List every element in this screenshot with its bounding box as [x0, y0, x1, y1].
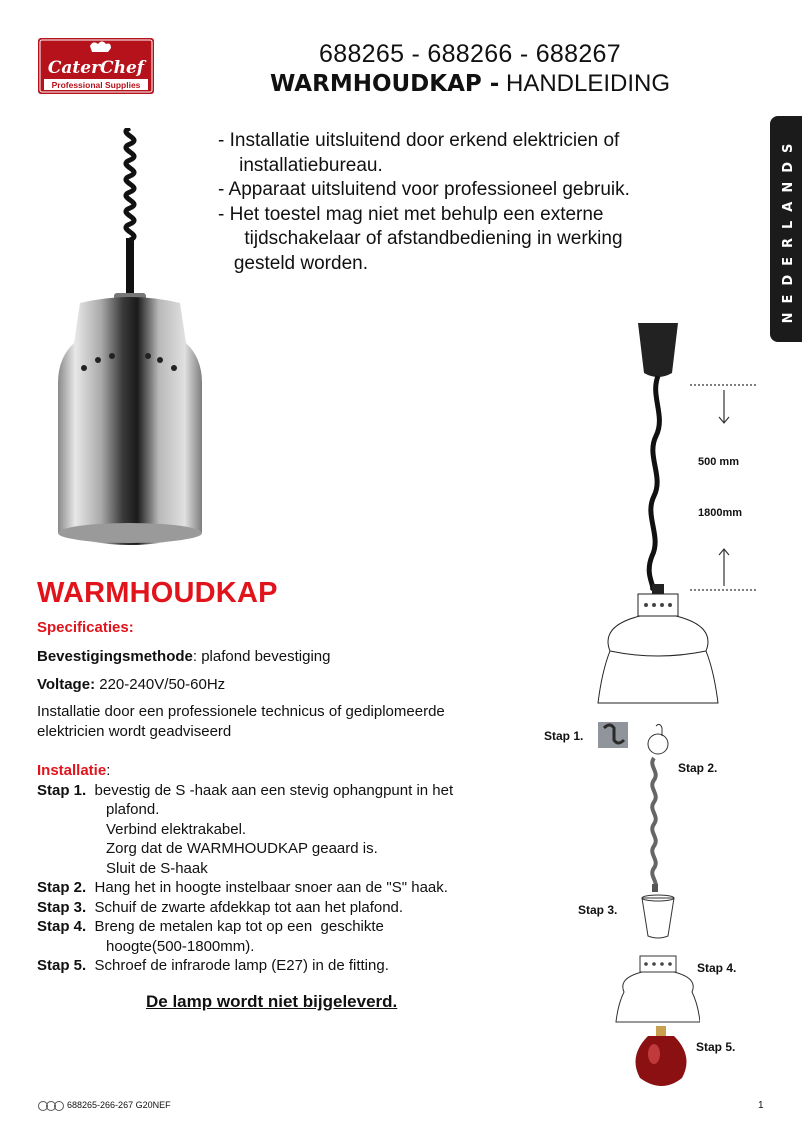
document-code: 688265-266-267 G20NEF [67, 1100, 171, 1110]
step-label: Stap 4. [37, 918, 87, 935]
dimension-max: 1800mm [698, 507, 743, 519]
recycle-circle-icon [54, 1101, 64, 1111]
logo-wordmark: CaterChef [47, 58, 145, 78]
model-numbers: 688265 - 688266 - 688267 [319, 40, 621, 68]
safety-note-line: tijdschakelaar of afstandbediening in werking [218, 228, 623, 249]
spec-voltage [37, 675, 225, 695]
step-row [37, 898, 507, 918]
installation-heading [37, 761, 507, 781]
installation-heading-label: Installatie [37, 762, 107, 779]
step-row [37, 878, 507, 898]
diagram-step-label: Stap 4. [697, 961, 737, 975]
specs-heading: Specificaties: [37, 619, 134, 636]
step-text: Schroef de infrarode lamp (E27) in de fitting. [94, 957, 389, 974]
step-text: Verbind elektrakabel. [106, 820, 247, 838]
installation-heading-colon: : [106, 762, 111, 779]
page-number: 1 [758, 1100, 764, 1111]
language-tab [770, 116, 802, 342]
step-text: Hang het in hoogte instelbaar snoer aan de "S" haak. [94, 879, 448, 896]
step-label: Stap 3. [37, 898, 87, 916]
title-subtitle: HANDLEIDING [499, 70, 671, 97]
step-text: hoogte(500-1800mm). [106, 937, 255, 955]
safety-note-line: - Het toestel mag niet met behulp een externe [218, 203, 604, 225]
brand-logo [38, 38, 154, 94]
safety-note-line: installatiebureau. [218, 154, 383, 176]
diagram-step-label: Stap 1. [544, 729, 584, 743]
installation-steps [37, 761, 507, 976]
step-row [37, 781, 507, 801]
step-text: Sluit de S-haak [106, 859, 208, 877]
step-text: Schuif de zwarte afdekkap tot aan het plafond. [94, 898, 404, 916]
section-title: WARMHOUDKAP [37, 577, 278, 609]
spec-advice [37, 702, 507, 742]
spec-mount-value: : plafond bevestiging [192, 648, 331, 665]
safety-note-line: - Installatie uitsluitend door erkend elektricien of [218, 130, 620, 151]
step-text: Zorg dat de WARMHOUDKAP geaard is. [106, 840, 378, 857]
step-row [37, 956, 507, 976]
product-photo [40, 128, 220, 556]
step-label: Stap 5. [37, 957, 87, 974]
step-label: Stap 2. [37, 879, 87, 896]
safety-notes [218, 129, 698, 276]
spec-mount [37, 647, 330, 667]
logo-subtitle: Professional Supplies [51, 80, 141, 90]
step-text: Breng de metalen kap tot op een geschikte [94, 918, 384, 935]
safety-note-line: - Apparaat uitsluitend voor professioneel gebruik. [218, 179, 630, 200]
step-label: Stap 1. [37, 781, 87, 799]
diagram-step-label: Stap 2. [678, 761, 718, 775]
page-title [200, 69, 740, 98]
dimension-min: 500 mm [698, 456, 739, 468]
step-text: bevestig de S -haak aan een stevig ophangpunt in het [94, 781, 454, 799]
step-row [37, 917, 507, 937]
spec-mount-label: Bevestigingsmethode [37, 648, 193, 665]
spec-voltage-label: Voltage: [37, 676, 96, 693]
title-bold: WARMHOUDKAP - [269, 71, 500, 97]
safety-note-line: gesteld worden. [218, 252, 368, 274]
spec-voltage-value: 220-240V/50-60Hz [95, 676, 226, 693]
diagram-step-label: Stap 3. [578, 903, 618, 917]
language-tab-letters: NEDERLANDS [781, 134, 796, 324]
footer-code [38, 1100, 171, 1111]
diagram-step-label: Stap 5. [696, 1040, 736, 1054]
spec-advice-line: Installatie door een professionele technicus of gediplomeerde [37, 703, 445, 720]
lamp-not-included-note: De lamp wordt niet bijgeleverd. [146, 992, 398, 1011]
step-text: plafond. [106, 801, 160, 818]
spec-advice-line: elektricien wordt geadviseerd [37, 723, 232, 740]
